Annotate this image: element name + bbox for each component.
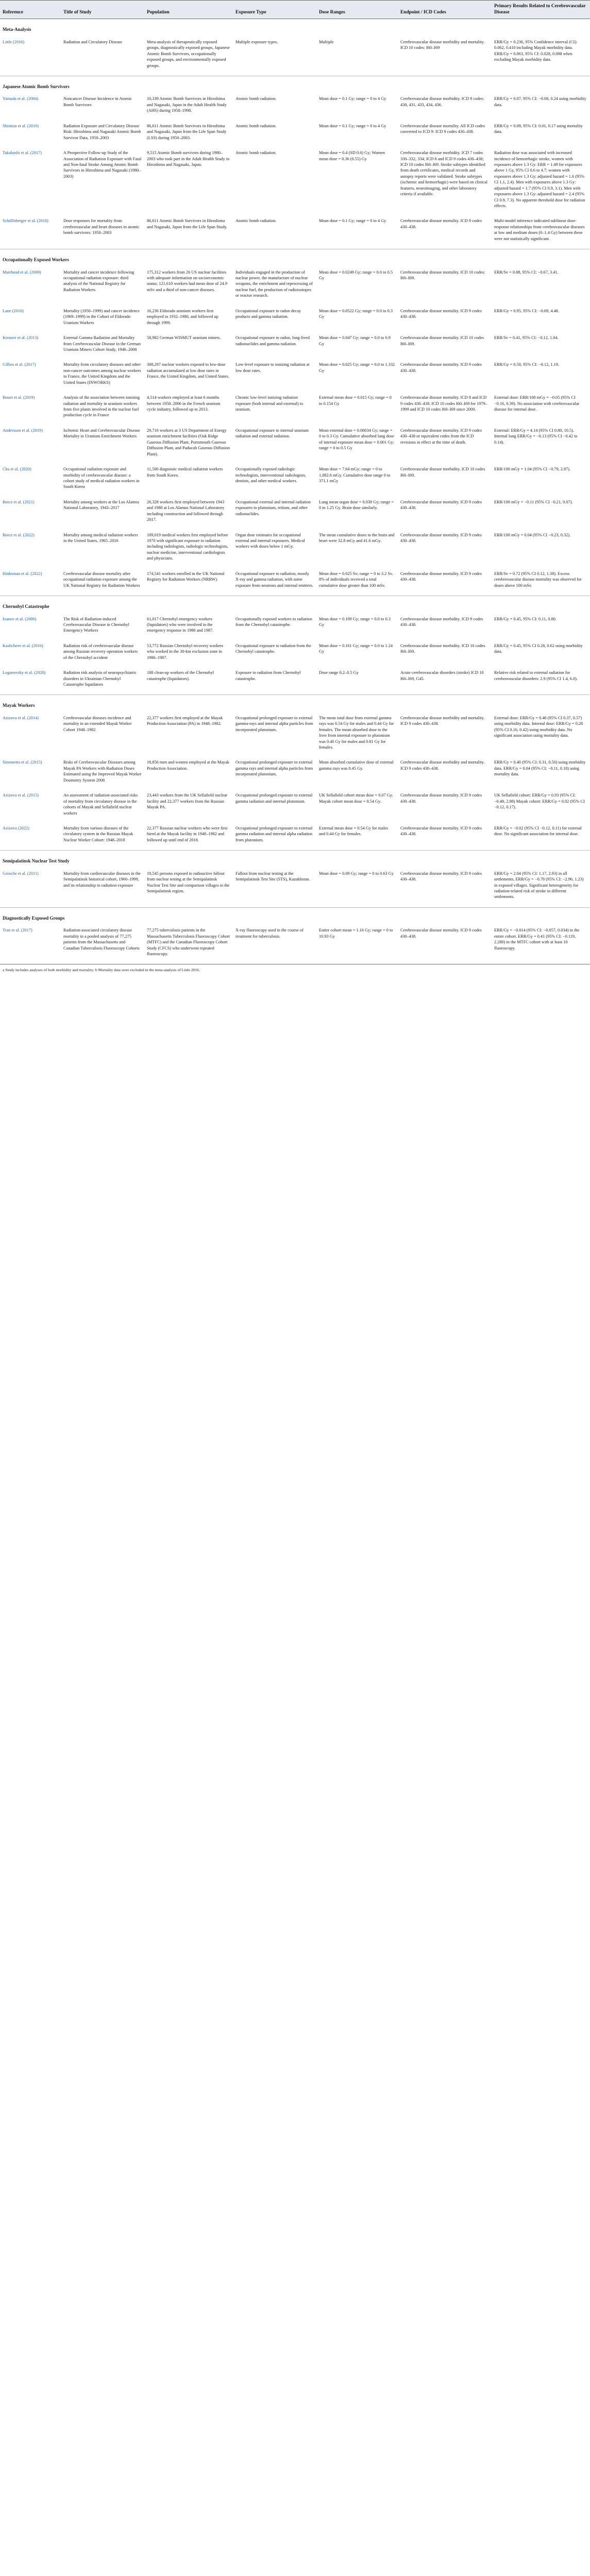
table-row xyxy=(0,641,590,668)
reference-link[interactable]: Gillies et al. (2017) xyxy=(3,362,36,367)
table-cell: Analysis of the association between ionizing radiation and mortality in uranium workers from five plants involved in the nuclear fuel production cycle in France xyxy=(63,395,140,418)
table-header xyxy=(0,1,590,19)
table-cell: 86,611 Atomic Bomb Survivors in Hiroshima and Nagasaki, Japan from the Life Span Study. xyxy=(147,218,227,229)
section-heading-row xyxy=(0,19,590,37)
table-cell: Relative risk related to external radiation for cerebrovascular disorders: 2.9 (95% CI 1.4, 6.0). xyxy=(494,670,578,681)
table-row xyxy=(0,333,590,360)
table-row xyxy=(0,869,590,908)
table-cell: Mean dose = 0.025 Gy; range = 0.0 to 1.332 Gy xyxy=(319,362,395,373)
reference-link[interactable]: Tran et al. (2017) xyxy=(3,928,32,933)
table-cell: 11,500 diagnostic medical radiation workers from South Korea. xyxy=(147,467,223,478)
table-cell: Radiation and Circulatory Disease xyxy=(63,39,123,44)
table-row xyxy=(0,713,590,758)
table-cell: Cerebrovascular disease mortality. ICD 10 codes I60–I69. xyxy=(400,335,484,346)
section-title: Chernobyl Catastrophe xyxy=(0,596,590,614)
reference-link[interactable]: Ivanov et al. (2006) xyxy=(3,616,37,621)
reference-link[interactable]: Muirhead et al. (2009) xyxy=(3,269,41,275)
table-cell: Mean dose = 0.161 Gy; range = 0.0 to 1.24 Gy xyxy=(319,643,393,654)
table-cell: ERR/Gy = 0.40 (95% CI: 0.31, 0.50) using morbidity data. ERR/Gy = 0.04 (95% CI: −0.11, 0.18) using mortality data. xyxy=(494,760,586,777)
table-cell: A Prospective Follow-up Study of the Association of Radiation Exposure with Fatal and Non-fatal Stroke Among Atomic Bomb Survivors in Hiroshima and Nagasaki (1980–2003) xyxy=(63,150,142,179)
table-cell: Cerebrovascular diseases incidence and mortality in an extended Mayak Worker Cohort 1948–1982 xyxy=(63,715,132,732)
section-title: Occupationally Exposed Workers xyxy=(0,249,590,267)
reference-link[interactable]: Takahashi et al. (2017) xyxy=(3,150,42,156)
table-cell: Atomic bomb radiation. xyxy=(235,150,277,156)
table-cell: ERR/Gy = 2.04 (95% CI: 1.17, 2.93) in all settlements. ERR/Gy = −0.78 (95% CI: −2.96, 1.23) in exposed villages. Significant heterogeneity for radiation-related risk of stroke in different settlements. xyxy=(494,871,584,900)
reference-link[interactable]: Bouet et al. (2019) xyxy=(3,395,35,400)
table-cell: X-ray fluoroscopy used in the course of treatment for tuberculosis. xyxy=(235,928,304,939)
section-title: Japanese Atomic Bomb Survivors xyxy=(0,76,590,94)
table-row xyxy=(0,668,590,695)
table-cell: 10,339 Atomic Bomb Survivors in Hiroshima and Nagasaki, Japan in the Adult Health Study (AHS) during 1958–1998. xyxy=(147,96,227,113)
table-row xyxy=(0,216,590,249)
table-cell: 77,275 tuberculosis patients in the Massachusetts Tuberculosis Fluoroscopy Cohort (MTFC) and the Canadian Fluoroscopy Cohort Study (CFCS) who underwent repeated fluoroscopy. xyxy=(147,928,230,957)
table-cell: Occupational prolonged exposure to external gamma rays and internal alpha particles from incorporated plutonium. xyxy=(235,760,313,777)
table-row xyxy=(0,790,590,823)
reference-link[interactable]: Azizova (2022) xyxy=(3,825,29,831)
reference-link[interactable]: Little (2016) xyxy=(3,39,25,44)
table-cell: Chronic low-level ionizing radiation exposure (both internal and external) to uranium. xyxy=(235,395,304,412)
section-heading-row xyxy=(0,249,590,267)
table-cell: ERR/100 mGy = 0.04 (95% CI −0.23, 0.32). xyxy=(494,532,571,537)
table-cell: Cerebrovascular disease morbidity and mortality. ICD 9 codes 430–438. xyxy=(400,760,485,771)
section-title: Meta-Analysis xyxy=(0,19,590,37)
section-heading-row xyxy=(0,907,590,925)
table-cell: ERR/Sv = 0.41, 95% CI: −0.12, 1.04. xyxy=(494,335,559,341)
table-cell: Occupational radiation exposure and morbidity of cerebrovascular disease: a cohort study of medical radiation workers in South Korea xyxy=(63,467,140,489)
table-cell: Cerebrovascular disease morbidity. ICD 9 codes 430–438. xyxy=(400,616,483,627)
table-cell: Mortality and cancer incidence following occupational radiation exposure: third analysis of the National Registry for Radiation Workers xyxy=(63,269,134,292)
table-cell: Cerebrovascular disease mortality. ICD 9 codes 430–438 or equivalent codes from the ICD revisions in effect at the time of death. xyxy=(400,428,482,445)
table-cell: 29,716 workers at 3 US Department of Energy uranium enrichment facilities (Oak Ridge Gaseous Diffusion Plant, Portsmouth Gaseous Diffusion Plant, and Paducah Gaseous Diffusion Plant). xyxy=(147,428,230,456)
section-heading-row xyxy=(0,695,590,713)
table-cell: 26,328 workers first employed between 1943 and 1980 at Los Alamos National Laboratory including construction and followed through 2017. xyxy=(147,499,225,522)
table-cell: Organ dose estimates for occupational external and internal exposures. Medical workers with doses below 1 mGy. xyxy=(235,532,305,549)
table-cell: Mean dose = 0.047 Gy; range = 0.0 to 0.9 Gy xyxy=(319,335,391,346)
table-cell: 9,515 Atomic Bomb survivors during 1980–2003 who took part in the Adult Health Study in Hiroshima and Nagasaki, Japan. xyxy=(147,150,230,167)
column-header: Primary Results Related to Cerebrovascular Disease xyxy=(492,1,590,19)
table-cell: 188 clean-up workers of the Chernobyl catastrophe (liquidators). xyxy=(147,670,214,681)
table-cell: Cerebrovascular disease mortality. ICD 9 codes 430–438. xyxy=(400,571,482,582)
column-header: Exposure Type xyxy=(233,1,316,19)
table-cell: ERR/Sv = 0.88, 95% CI: −0.67, 3.41. xyxy=(494,269,559,275)
footnote-row xyxy=(0,964,590,975)
table-cell: Occupational prolonged exposure to external gamma radiation and internal alpha radiation from plutonium. xyxy=(235,825,313,842)
table-cell: ERR/Gy = 0.95, 95% CI: −0.69, 4.48. xyxy=(494,308,559,313)
table-cell: Cerebrovascular disease mortality. ICD 9 codes 430–438. xyxy=(400,308,482,319)
table-cell: Multiple xyxy=(319,39,334,44)
table-cell: External: ERR/Gy = 4.14 (95% CI 0.80, 10.5). Internal lung ERR/Gy = −0.13 (95% CI −0.42 to 0.14). xyxy=(494,428,578,445)
table-row xyxy=(0,148,590,216)
table-cell: Mean dose = 0.0522 Gy; range = 0.0 to 0.3 Gy xyxy=(319,308,393,319)
header-row xyxy=(0,1,590,19)
table-cell: Occupational exposure to radiation, mostly X-ray and gamma radiation, with some exposure from neutrons and internal emitters. xyxy=(235,571,314,588)
reference-link[interactable]: Azizova et al. (2015) xyxy=(3,793,39,798)
table-cell: ERR/Gy = 0.07, 95% CI: −0.08, 0.24 using morbidity data. xyxy=(494,96,586,107)
table-cell: 4,514 workers employed at least 6 months between 1958–2006 in the French uranium cycle industry, followed up to 2013. xyxy=(147,395,221,412)
table-cell: 58,982 German WISMUT uranium miners. xyxy=(147,335,221,341)
table-cell: Mortality from cardiovascular diseases in the Semipalatinsk historical cohort, 1960–1999, and its relationship to radiation exposure xyxy=(63,871,141,888)
reference-link[interactable]: Azizova et al. (2014) xyxy=(3,715,39,720)
section-heading-row xyxy=(0,851,590,869)
table-cell: Risks of Cerebrovascular Diseases among Mayak PA Workers with Radiation Doses Estimated using the Improved Mayak Worker Dosimetry System 2008 xyxy=(63,760,142,783)
table-cell: 23,443 workers from the UK Sellafield nuclear facility and 22,377 workers from the Russian Mayak PA. xyxy=(147,793,228,810)
reference-link[interactable]: Lane (2010) xyxy=(3,308,24,313)
table-cell: 109,019 medical workers first employed before 1970 with significant exposure to radiation including radiologists, radiologic technologists, nuclear medicine, interventional cardiologists and physicians. xyxy=(147,532,228,561)
table-cell: ERR/100 mGy = −0.11 (95% CI −0.21, 0.07). xyxy=(494,499,573,504)
table-cell: Cerebrovascular disease mortality. ICD 9 codes 430–438. xyxy=(400,218,482,229)
table-row xyxy=(0,757,590,790)
table-cell: Mean dose = 0.1 Gy; range = 0 to 4 Gy xyxy=(319,218,386,224)
table-cell: Occupationally exposed workers to radiation from the Chernobyl catastrophe. xyxy=(235,616,312,627)
table-cell: Occupational exposure to radiation from the Chernobyl catastrophe. xyxy=(235,643,311,654)
table-cell: Radiation-associated circulatory disease mortality in a pooled analysis of 77,275 patients from the Massachusetts and Canadian Tuberculosis Fluoroscopy Cohorts xyxy=(63,928,140,951)
table-cell: Multi-model inference indicated sublinear dose-response relationships from cerebrovascular diseases at low and medium doses (0–1.4 Gy) between these were not statistically significant. xyxy=(494,218,585,241)
reference-link[interactable]: Grosche et al. (2011) xyxy=(3,871,39,876)
table-body xyxy=(0,19,590,964)
column-header: Endpoint / ICD Codes xyxy=(398,1,492,19)
section-title: Mayak Workers xyxy=(0,695,590,713)
footnote: a Study includes analyses of both morbidity and mortality; b Mortality data were excluded in the meta-analysis of Little 2016. xyxy=(0,964,590,975)
table-cell: Cerebrovascular disease mortality after occupational radiation exposure among the UK National Registry for Radiation Workers xyxy=(63,571,140,588)
table-cell: Radiation risk of cerebrovascular disease among Russian recovery operation workers of the Chernobyl accident xyxy=(63,643,138,660)
table-cell: ERR/Sv = 0.72 (95% CI 0.12, 1.38). Excess cerebrovascular disease mortality was observed for doses above 100 mSv. xyxy=(494,571,582,588)
table-cell: ERR/100 mGy = 1.04 (95% CI −0.79, 2.87). xyxy=(494,467,571,472)
table-cell: Noncancer Disease Incidence in Atomic Bomb Survivors xyxy=(63,96,132,107)
table-row xyxy=(0,925,590,964)
table-cell: Occupational exposure to internal uranium radiation and external radiation. xyxy=(235,428,309,439)
table-row xyxy=(0,464,590,497)
table-row xyxy=(0,393,590,426)
table-cell: Cerebrovascular disease mortality. ICD 9 codes 430–438. xyxy=(400,499,482,511)
table-cell: The mean cumulative doses to the brain and heart were 32.8 mGy and 41.6 mGy. xyxy=(319,532,395,544)
reference-link[interactable]: Hinksman et al. (2022) xyxy=(3,571,42,576)
table-cell: Mean absorbed cumulative dose of external gamma rays was 0.45 Gy. xyxy=(319,760,394,771)
table-cell: Mean dose = 7.64 mGy; range = 0 to 1,082.6 mGy. Cumulative dose range 0 to 371.1 mGy xyxy=(319,467,391,483)
table-cell: Cerebrovascular disease mortality. ICD 9 codes 430–438. xyxy=(400,532,482,544)
table-cell: Cerebrovascular disease morbidity. ICD 10 codes I60–I69. xyxy=(400,643,485,654)
table-cell: Entire cohort mean = 1.16 Gy; range = 0 to 10.93 Gy xyxy=(319,928,393,939)
section-heading-row xyxy=(0,76,590,94)
table-row xyxy=(0,497,590,530)
table-cell: 22,377 workers first employed at the Mayak Production Association (PA) in 1948–1982. xyxy=(147,715,223,726)
table-row xyxy=(0,267,590,306)
table-cell: Lung mean organ dose = 0.038 Gy; range = 0 to 1.25 Gy. Brain dose similarly. xyxy=(319,499,394,511)
column-header: Reference xyxy=(0,1,61,19)
table-cell: External mean dose = 0.54 Gy for males and 0.44 Gy for females. xyxy=(319,825,389,837)
table-row xyxy=(0,823,590,851)
reference-link[interactable]: Loganovsky et al. (2020) xyxy=(3,670,46,675)
table-cell: 18,856 men and women employed at the Mayak Production Association. xyxy=(147,760,229,771)
table-cell: Fallout from nuclear testing at the Semipalatinsk Test Site (STS), Kazakhstan. xyxy=(235,871,310,882)
table-cell: Mean dose = 0.0249 Gy; range = 0.0 to 0.5 Gy xyxy=(319,269,393,281)
table-row xyxy=(0,121,590,148)
table-cell: Mean dose = 0.025 Sv; range = 0 to 3.2 Sv. 8% of individuals received a total cumulative dose greater than 100 mSv. xyxy=(319,571,393,588)
table-cell: External dose: ERR/100 mGy = −0.05 (95% CI −0.16, 0.39). No association with cerebrovascular disease for internal dose. xyxy=(494,395,580,412)
table-cell: The mean total dose from external gamma rays was 0.54 Gy for males and 0.44 Gy for females. The mean absorbed dose to the liver from internal exposure to plutonium was 0.40 Gy for males and 0.81 Gy for females. xyxy=(319,715,394,750)
reference-link[interactable]: Cha et al. (2020) xyxy=(3,467,31,472)
table-cell: Mean dose = 0.09 Gy; range = 0 to 0.63 Gy xyxy=(319,871,394,876)
table-cell: Radiation Exposure and Circulatory Disease Risk: Hiroshima and Nagasaki Atomic Bomb Survivor Data, 1950–2003 xyxy=(63,123,141,140)
table-cell: ERR/Gy = 0.09, 95% CI: 0.01, 0.17 using mortality data. xyxy=(494,123,583,134)
table-cell: Occupational external and internal radiation exposures to plutonium, tritium, and other radionuclides. xyxy=(235,499,311,516)
section-heading-row xyxy=(0,596,590,614)
table-row xyxy=(0,360,590,393)
table-cell: Individuals engaged in the production of nuclear power, the manufacture of nuclear weapons, the enrichment and reprocessing of nuclear fuel, the production of radioisotopes or reactor research. xyxy=(235,269,313,298)
table-cell: Mortality from circulatory diseases and other non-cancer outcomes among nuclear workers in France, the United Kingdom and the United States (INWORKS) xyxy=(63,362,141,385)
table-cell: Mean dose = 0.4 (SD 0.6) Gy; Women mean dose = 0.36 (0.55) Gy xyxy=(319,150,385,161)
section-title: Diagnostically Exposed Groups xyxy=(0,907,590,925)
table-cell: Mean dose = 0.109 Gy; range = 0.0 to 0.3 Gy xyxy=(319,616,391,627)
table-cell: 308,297 nuclear workers exposed to low-dose radiation accumulated at low dose rates in France, the United Kingdom, and United States. xyxy=(147,362,229,379)
table-row xyxy=(0,426,590,464)
table-cell: Cerebrovascular disease mortality. ICD 10 codes: I60–I69. xyxy=(400,269,485,281)
table-cell: Cerebrovascular disease mortality. ICD 9 codes 430–438. xyxy=(400,871,482,882)
table-cell: ERR/Gy = −0.02 (95% CI −0.12, 0.11) for external dose. No significant association for internal dose. xyxy=(494,825,582,837)
table-cell: Occupational exposure to radon, long-lived radionuclides and gamma radiation. xyxy=(235,335,310,346)
table-cell: UK Sellafield cohort mean dose = 0.07 Gy. Mayak cohort mean dose = 0.54 Gy. xyxy=(319,793,393,804)
table-cell: Cerebrovascular disease mortality. ICD 8 and ICD 9 codes 430–438. ICD 10 codes I60–I69 for 1979–1999 and ICD 10 codes I60–I69 since 2000. xyxy=(400,395,487,412)
column-header: Population xyxy=(144,1,233,19)
reference-link[interactable]: Kashcheev et al. (2016) xyxy=(3,643,43,648)
table-cell: Cerebrovascular disease morbidity. ICD 7 codes 330–332, 334; ICD 8 and ICD 9 codes 430–438; ICD 10 codes I60–I69. Stroke subtypes identified from death certificates, medical records and autopsy reports were validated. Stroke subtypes (ischemic and hemorrhagic) were based on clinical features, neuroimaging, and other laboratory criteria if available. xyxy=(400,150,488,197)
table-cell: Mortality among workers at the Los Alamos National Laboratory, 1943–2017 xyxy=(63,499,140,511)
table-cell: The Risk of Radiation-induced Cerebrovascular Disease in Chernobyl Emergency Workers xyxy=(63,616,129,633)
column-header: Title of Study xyxy=(61,1,144,19)
table-cell: 19,545 persons exposed to radioactive fallout from nuclear testing at the Semipalatinsk Nuclear Test Site and comparison villages in the Semipalatinsk region. xyxy=(147,871,230,893)
reference-link[interactable]: Yamada et al. (2004) xyxy=(3,96,39,101)
table-cell: Cerebrovascular disease morbidity and mortality. ICD 9 codes 430–438. xyxy=(400,715,485,726)
table-cell: External dose: ERR/Gy = 0.46 (95% CI 0.37, 0.57) using morbidity data. Internal dose: ERR/Gy = 0.28 (95% CI 0.16, 0.42) using morbidity data. No significant association using mortality data. xyxy=(494,715,583,738)
table-cell: ERR/Gy = 0.45, 95% CI: 0.11, 0.80. xyxy=(494,616,557,621)
table-cell: Meta-analysis of therapeutically exposed groups, diagnostically exposed groups, Japanese Atomic Bomb Survivors, occupationally exposed groups, and environmentally exposed groups. xyxy=(147,39,230,68)
table-cell: External Gamma Radiation and Mortality from Cerebrovascular Disease in the German Uranium Miners Cohort Study, 1946–2008 xyxy=(63,335,141,352)
table-cell: Occupational prolonged exposure to external gamma radiation and internal plutonium. xyxy=(235,793,313,804)
table-cell: Mean dose = 0.1 Gy; range = 0 to 4 Gy xyxy=(319,96,386,101)
table-cell: Mortality from various diseases of the circulatory system in the Russian Mayak Nuclear Worker Cohort: 1948–2018 xyxy=(63,825,133,842)
reference-link[interactable]: Boice et al. (2021) xyxy=(3,499,35,504)
table-cell: 16,236 Eldorado uranium workers first employed in 1932–1980, and followed up through 1999. xyxy=(147,308,218,325)
table-cell: UK Sellafield cohort: ERR/Gy = 0.93 (95% CI: −0.48, 2.88) Mayak cohort: ERR/Gy = 0.02 (95% CI −0.12, 0.17). xyxy=(494,793,585,810)
table-cell: ERR/Gy = 0.236, 95% Confidence interval (CI): 0.062, 0.410 including Mayak morbidity data. ERR/Gy = 0.063, 95% CI: 0.028, 0.098 when excluding Mayak morbidity data. xyxy=(494,39,578,62)
reference-link[interactable]: Schöllnberger et al. (2018) xyxy=(3,218,48,224)
table-cell: 53,772 Russian Chernobyl recovery workers who worked in the 30-km exclusion zone in 1986–1987. xyxy=(147,643,224,660)
table-cell: Multiple exposure types. xyxy=(235,39,278,44)
table-cell: An assessment of radiation-associated risks of mortality from circulatory disease in the cohorts of Mayak and Sellafield nuclear workers xyxy=(63,793,138,816)
table-row xyxy=(0,569,590,596)
table-cell: 175,312 workers from 26 US nuclear facilities with adequate information on socioeconomic status; 121,610 workers had mean dose of 24.9 mSv and a third of non-cancer diseases. xyxy=(147,269,227,292)
table-cell: External mean dose = 0.015 Gy; range = 0 to 0.154 Gy xyxy=(319,395,392,406)
table-cell: Dose range 0.2–0.5 Gy xyxy=(319,670,359,675)
reference-link[interactable]: Boice et al. (2022) xyxy=(3,532,35,537)
table-cell: Mean external dose = 0.00034 Gy; range = 0 to 0.3 Gy. Cumulative absorbed lung dose of internal exposure mean dose = 0.001 Gy; range = 0 to 0.5 Gy xyxy=(319,428,394,451)
table-cell: Occupational exposure to radon decay products and gamma radiation. xyxy=(235,308,301,319)
reference-link[interactable]: Shimizu et al. (2010) xyxy=(3,123,39,128)
table-cell: Occupationally exposed radiologic technologists, interventional radiologists, dentists, and other medical workers. xyxy=(235,467,306,483)
table-cell: Mortality (1950–1999) and cancer incidence (1969–1999) in the Cohort of Eldorado Uranium Workers xyxy=(63,308,140,325)
table-cell: Cerebrovascular disease mortality. ICD 9 codes 430–438. xyxy=(400,928,482,939)
table-cell: Ischemic Heart and Cerebrovascular Disease Mortality in Uranium Enrichment Workers xyxy=(63,428,140,439)
table-cell: Cerebrovascular disease morbidity. ICD 10 codes I60–I69. xyxy=(400,467,485,478)
table-cell: Exposure to radiation from Chernobyl catastrophe. xyxy=(235,670,301,681)
table-cell: Cerebrovascular disease mortality. ICD 9 codes 430–438. xyxy=(400,362,482,373)
table-cell: Cerebrovascular disease morbidity. ICD 9 codes: 430, 431, 433, 434, 436. xyxy=(400,96,484,107)
table-cell: Cerebrovascular disease mortality. ICD 9 codes 430–438. xyxy=(400,793,482,804)
table-row xyxy=(0,614,590,641)
table-cell: Dose responses for mortality from cerebrovascular and heart diseases in atomic bomb survivors: 1950–2003 xyxy=(63,218,140,235)
table-cell: Cerebrovascular disease mortality. ICD 9 codes 430–438. xyxy=(400,825,482,837)
table-cell: Radiation dose was associated with increased incidence of hemorrhagic stroke, women with exposures above 1.3 Gy: ERR = 1.49 for exposures above 1 Gy, 95% CI 0.6 to 4.7; women with exposures above 1.3 Gy; adjusted hazard = 1.6 (95% CI 1.1, 2.4). Men with exposures above 1.3 Gy: adjusted hazard = 1.7 (95% CI 0.9, 3.1). Men with exposures above 1.3 Gy: adjusted hazard = 2.4 (95% CI 0.9, 7.3). No apparent threshold dose for radiation effects. xyxy=(494,150,585,208)
reference-link[interactable]: Kreuzer et al. (2013) xyxy=(3,335,39,341)
table-row xyxy=(0,94,590,121)
reference-link[interactable]: Simonetto et al. (2015) xyxy=(3,760,42,765)
table-cell: ERR/Gy = −0.014 (95% CI: −0.057, 0.034) in the entire cohort. ERR/Gy = 0.41 (95% CI: −0.119, 2.280) in the MTFC cohort with at least 10 fluoroscopy. xyxy=(494,928,580,951)
table-row xyxy=(0,530,590,569)
table-cell: 174,541 workers enrolled in the UK National Registry for Radiation Workers (NRRW). xyxy=(147,571,225,582)
table-cell: Cerebrovascular disease morbidity and mortality. ICD 10 codes: I60–I69 xyxy=(400,39,485,50)
table-cell: Occupational prolonged exposure to external gamma-rays and internal alpha particles from incorporated plutonium. xyxy=(235,715,313,732)
column-header: Dose Ranges xyxy=(316,1,398,19)
table-cell: ERR/Gy = 0.50, 95% CI: −0.12, 1.19. xyxy=(494,362,559,367)
table-cell: ERR/Gy = 0.45, 95% CI 0.28, 0.62 using morbidity data. xyxy=(494,643,583,654)
table-cell: Acute cerebrovascular disorders (stroke) ICD 10 I60–I69, G45. xyxy=(400,670,484,681)
table-cell: 61,017 Chernobyl emergency workers (liquidators) who were involved in the emergency response in 1986 and 1987. xyxy=(147,616,214,633)
table-cell: 86,611 Atomic Bomb Survivors in Hiroshima and Nagasaki, Japan from the Life Span Study (LSS) during 1950–2003. xyxy=(147,123,227,140)
table-cell: Low-level exposure to ionizing radiation at low dose rates. xyxy=(235,362,310,373)
cerebrovascular-studies-table xyxy=(0,0,590,975)
table-row xyxy=(0,306,590,333)
table-cell: Radiation risk analysis of neuropsychiatric disorders in Ukrainian Chernobyl Catastrophe liquidators xyxy=(63,670,137,687)
table-cell: Atomic bomb radiation. xyxy=(235,96,277,101)
table-row xyxy=(0,37,590,76)
table-cell: 22,377 Russian nuclear workers who were first hired at the Mayak facility in 1948–1982 and followed up until end of 2018. xyxy=(147,825,228,842)
table-cell: Mortality among medical radiation workers in the United States, 1965–2016 xyxy=(63,532,138,544)
reference-link[interactable]: Andersson et al. (2019) xyxy=(3,428,43,433)
table-cell: Mean dose = 0.1 Gy; range = 0 to 4 Gy xyxy=(319,123,386,128)
table-cell: Atomic bomb radiation. xyxy=(235,123,277,128)
section-title: Semipalatinsk Nuclear Test Study xyxy=(0,851,590,869)
table-cell: Atomic bomb radiation. xyxy=(235,218,277,224)
table-cell: Cerebrovascular disease mortality. All ICD codes converted to ICD 9: ICD 9 codes 430–438. xyxy=(400,123,485,134)
